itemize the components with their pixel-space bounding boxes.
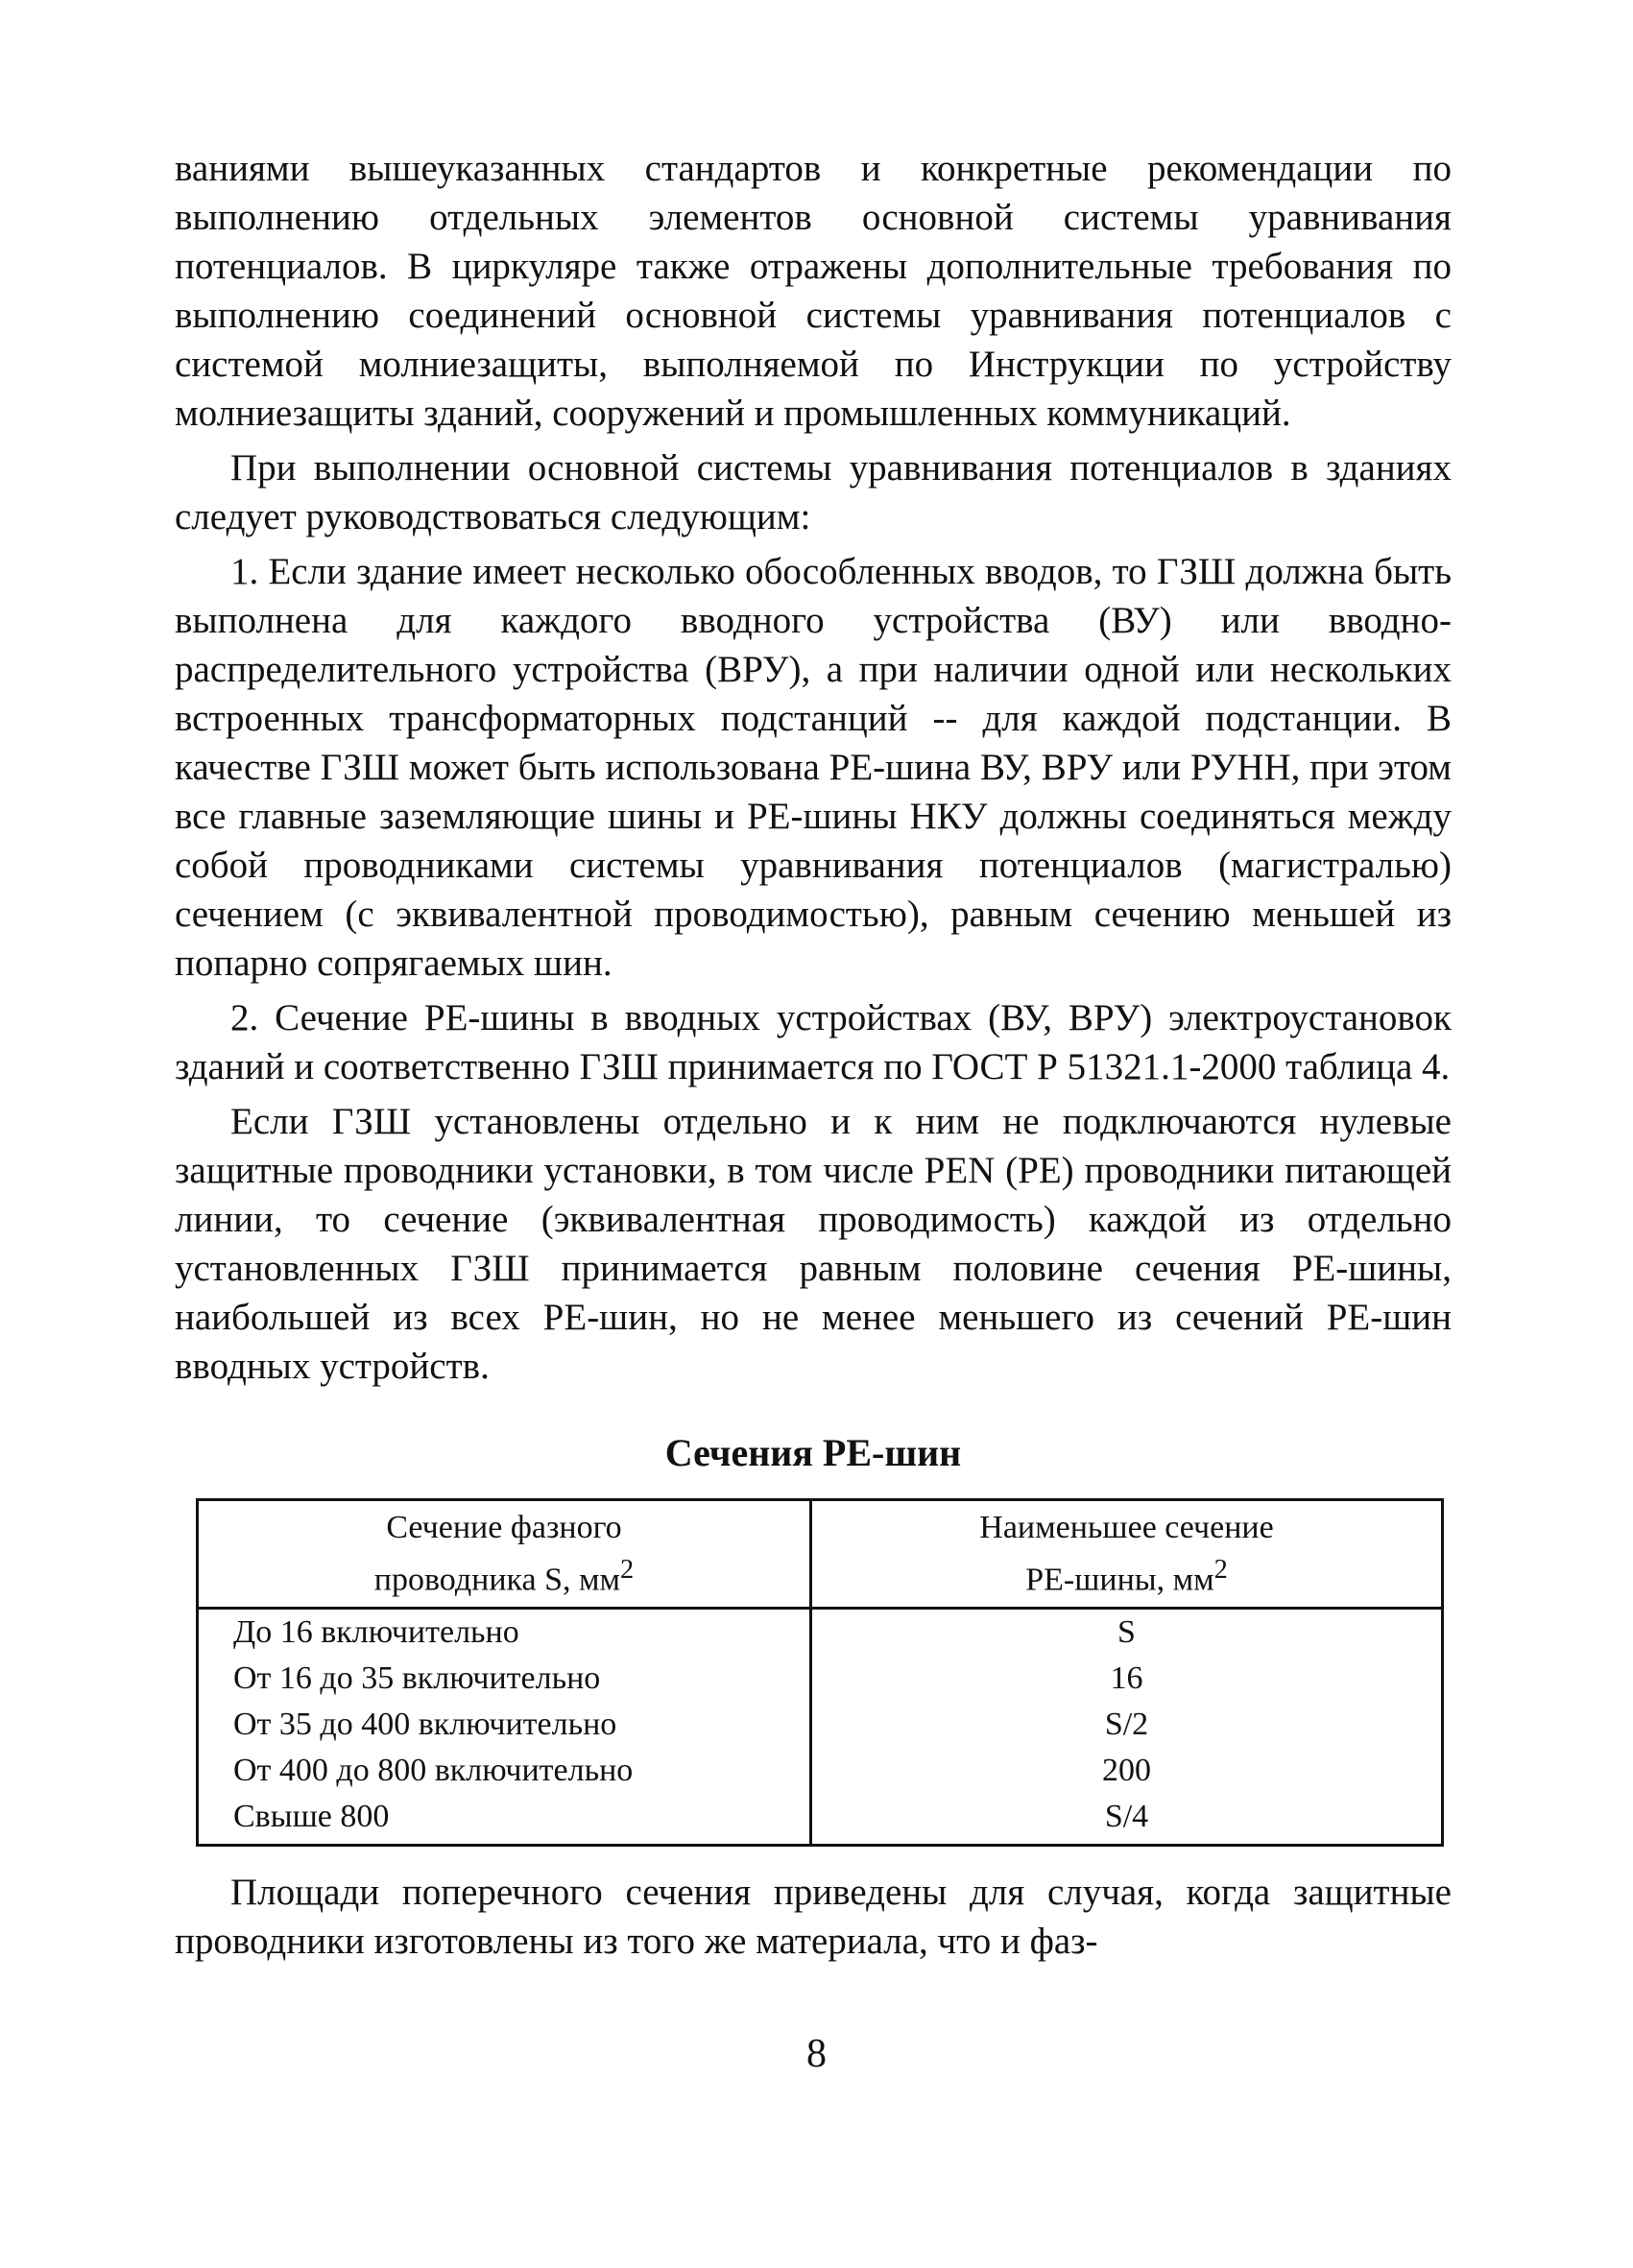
pe-bus-section-table [196, 1498, 1444, 1847]
header-col1-line1: Сечение фазного [386, 1510, 622, 1545]
paragraph-intro-list: При выполнении основной системы уравнивания потенциалов в зданиях следует руководствоваться следующим: [175, 447, 1452, 537]
unit-superscript: 2 [1213, 1555, 1228, 1585]
cell-pe-section: 200 [811, 1748, 1443, 1794]
table-row [198, 1794, 1443, 1846]
cell-pe-section: S [811, 1609, 1443, 1657]
cell-phase-section: До 16 включительно [198, 1609, 811, 1657]
header-col2-line2: PE-шины, мм [1025, 1562, 1214, 1598]
cell-pe-section: S/4 [811, 1794, 1443, 1846]
header-col1-line2: проводника S, мм [373, 1562, 621, 1598]
header-min-pe-section [811, 1500, 1443, 1609]
header-col2-line1: Наименьшее сечение [979, 1510, 1274, 1545]
cell-pe-section: S/2 [811, 1702, 1443, 1748]
table-row [198, 1609, 1443, 1657]
header-phase-conductor [198, 1500, 811, 1609]
list-item-2: 2. Сечение PE-шины в вводных устройствах (ВУ, ВРУ) электроустановок зданий и соответственно ГЗШ принимается по ГОСТ Р 51321.1-2000 таблица 4. [175, 997, 1452, 1087]
cell-pe-section: 16 [811, 1656, 1443, 1702]
cell-phase-section: От 35 до 400 включительно [198, 1702, 811, 1748]
paragraph-continuation: ваниями вышеуказанных стандартов и конкретные рекомендации по выполнению отдельных элементов основной системы уравнивания потенциалов. В циркуляре также отражены дополнительные требования по выполнению соединений основной системы уравнивания потенциалов с системой молниезащиты, выполняемой по Инструкции по устройству молниезащиты зданий, сооружений и промышленных коммуникаций. [175, 148, 1452, 434]
table-row [198, 1702, 1443, 1748]
unit-superscript: 2 [620, 1555, 635, 1585]
cell-phase-section: От 400 до 800 включительно [198, 1748, 811, 1794]
table-header-row [198, 1500, 1443, 1609]
cell-phase-section: Свыше 800 [198, 1794, 811, 1846]
list-item-1: 1. Если здание имеет несколько обособленных вводов, то ГЗШ должна быть выполнена для каждого вводного устройства (ВУ) или вводно-распределительного устройства (ВРУ), а при наличии одной или нескольких встроенных трансформаторных подстанций -- для каждой подстанции. В качестве ГЗШ может быть использована PE-шина ВУ, ВРУ или РУНН, при этом все главные заземляющие шины и PE-шины НКУ должны соединяться между собой проводниками системы уравнивания потенциалов (магистралью) сечением (с эквивалентной проводимостью), равным сечению меньшей из попарно сопрягаемых шин. [175, 551, 1452, 984]
table-row [198, 1656, 1443, 1702]
table-row [198, 1748, 1443, 1794]
table-title: Сечения PE-шин [664, 1431, 962, 1474]
page-number: 8 [806, 2032, 827, 2076]
paragraph-separate-gzsh: Если ГЗШ установлены отдельно и к ним не подключаются нулевые защитные проводники установки, в том числе PEN (PE) проводники питающей линии, то сечение (эквивалентная проводимость) каждой из отдельно установленных ГЗШ принимается равным половине сечения PE-шины, наибольшей из всех PE-шин, но не менее меньшего из сечений PE-шин вводных устройств. [175, 1101, 1452, 1387]
paragraph-after-table: Площади поперечного сечения приведены для случая, когда защитные проводники изготовлены из того же материала, что и фаз- [175, 1872, 1452, 1963]
cell-phase-section: От 16 до 35 включительно [198, 1656, 811, 1702]
document-page [175, 144, 1452, 1966]
